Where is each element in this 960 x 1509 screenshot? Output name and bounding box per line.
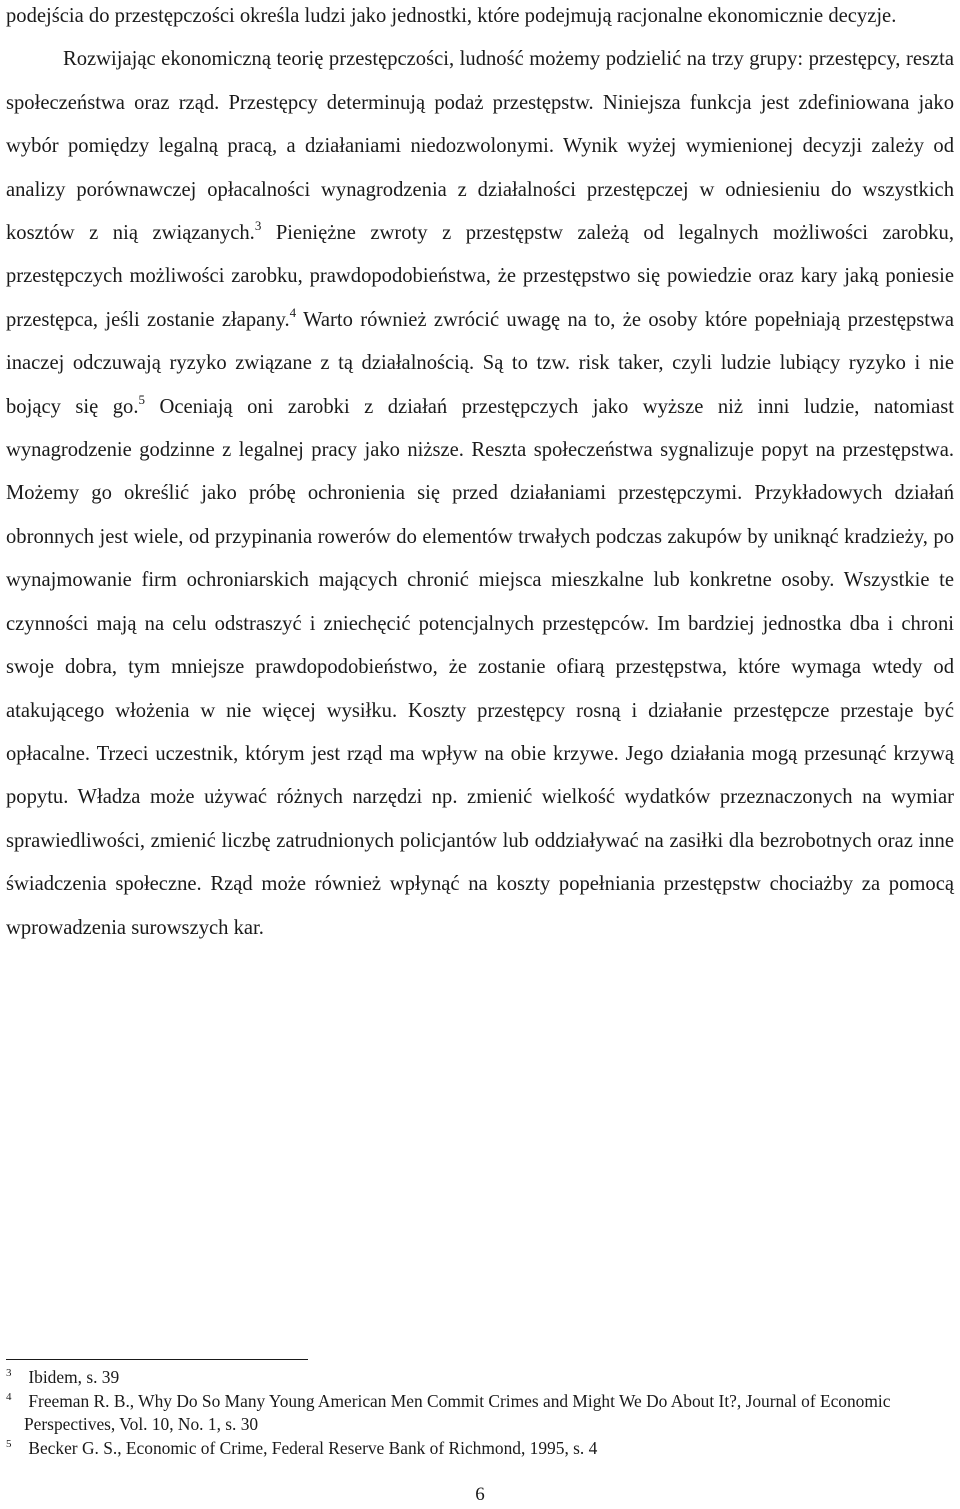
paragraph-text-part: Rozwijając ekonomiczną teorię przestępczości, ludność możemy podzielić na trzy grupy: przestępcy, reszta społeczeństwa oraz rząd. Przestępcy determinują podaż przestępstw. Niniejsza funkcja jest zdefiniowana jako wybór pomiędzy legalną pracą, a działaniami niedozwolonymi. Wynik wyżej wymienionej decyzji zależy od analizy porównawczej opłacalności wynagrodzenia z działalności przestępczej w odniesieniu do wszystkich kosztów z nią związanych. [6,48,954,245]
footnote-text: Becker G. S., Economic of Crime, Federal Reserve Bank of Richmond, 1995, s. 4 [28,1437,598,1458]
page-number: 6 [475,1484,485,1505]
footnote-item: $^3$ Ibidem, s. 39 [6,1367,120,1387]
footnote-text: Freeman R. B., Why Do So Many Young American Men Commit Crimes and Might We Do About It?, Journal of Economic Perspectives, Vol. 10, No. 1, s. 30 [24,1390,891,1434]
footnote-item: $^5$ Becker G. S., Economic of Crime, Federal Reserve Bank of Richmond, 1995, s. 4 [6,1437,598,1458]
footnote-reference[interactable]: 3 [254,218,262,234]
footnote-separator [6,1359,308,1360]
document-page [6,0,954,1509]
paragraph-text-part: Warto również zwrócić uwagę na to, że osoby które popełniają przestępstwa inaczej odczuwają ryzyko związane z tą działalnością. Są to tzw. risk taker, czyli ludzie lubiący ryzyko i nie bojący się go. [6,308,955,418]
footnote-reference[interactable]: 5 [138,391,145,407]
paragraph-continuation: podejścia do przestępczości określa ludzi jako jednostki, które podejmują racjonalne ekonomicznie decyzje. [6,5,897,27]
paragraph-text-part: Pieniężne zwroty z przestępstw zależą od legalnych możliwości zarobku, przestępczych możliwości zarobku, prawdopodobieństwa, że przestępstwo się powiedzie oraz kary jaką poniesie przestępca, jeśli zostanie złapany. [6,222,954,331]
body-text [6,0,954,950]
footnote-reference[interactable]: 4 [289,304,297,320]
paragraph-text-part: Oceniają oni zarobki z działań przestępczych jako wyższe niż inni ludzie, natomiast wynagrodzenie godzinne z legalnej pracy jako niższe. Reszta społeczeństwa sygnalizuje popyt na przestępstwa. Możemy go określić jako próbę ochronienia się przed działaniami przestępczymi. Przykładowych działań obronnych jest wiele, od przypinania rowerów do elementów trwałych podczas zakupów by uniknąć kradzieży, po wynajmowanie firm ochroniarskich mających chronić miejsca mieszkalne lub konkretne osoby. Wszystkie te czynności mają na celu odstraszyć i zniechęcić potencjalnych przestępców. Im bardziej jednostka dba i chroni swoje dobra, tym mniejsze prawdopodobieństwo, że zostanie ofiarą przestępstwa, które wymaga wtedy od atakującego włożenia w nie więcej wysiłku. Koszty przestępcy rosną i działanie przestępcze przestaje być opłacalne. Trzeci uczestnik, którym jest rząd ma wpływ na obie krzywe. Jego działania mogą przesunąć krzywą popytu. Władza może używać różnych narzędzi np. zmienić wielkość wydatków przeznaczonych na wymiar sprawiedliwości, zmienić liczbę zatrudnionych policjantów lub oddziaływać na zasiłki dla bezrobotnych oraz inne świadczenia społeczne. Rząd może również wpłynąć na koszty popełniania przestępstw chociażby za pomocą wprowadzenia surowszych kar. [6,395,955,939]
footnotes [6,1366,954,1460]
footnote-item: $^4$ Freeman R. B., Why Do So Many Young American Men Commit Crimes and Might We Do About It?, Journal of Economic Perspectives, Vol. 10, No. 1, s. 30 [6,1390,891,1434]
paragraph-economic-theory [6,38,954,950]
footnote-text: Ibidem, s. 39 [28,1367,120,1387]
